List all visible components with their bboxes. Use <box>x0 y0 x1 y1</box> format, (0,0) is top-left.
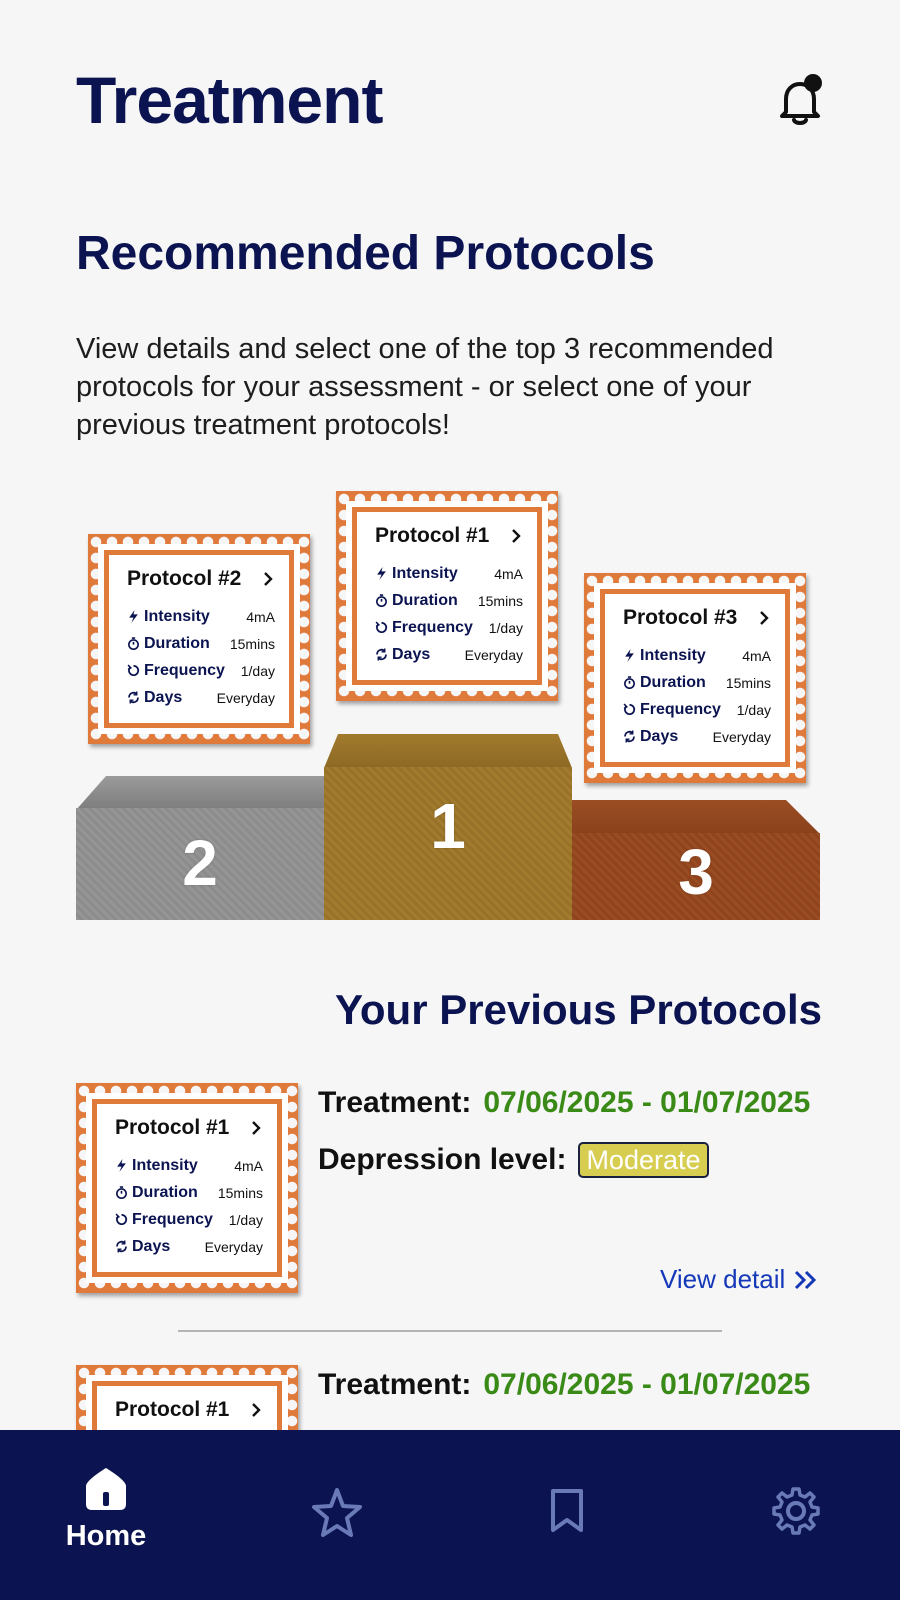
nav-bookmarks[interactable] <box>492 1430 642 1600</box>
days-label: Days <box>392 645 431 663</box>
days-value: Everyday <box>216 689 275 706</box>
frequency-value: 1/day <box>488 619 523 636</box>
chevron-right-icon <box>757 611 771 625</box>
timer-icon <box>127 637 140 650</box>
nav-home[interactable] <box>31 1430 181 1600</box>
protocol-title: Protocol #3 <box>623 606 738 629</box>
timer-icon <box>375 594 388 607</box>
gear-icon <box>771 1486 821 1536</box>
nav-favorites[interactable] <box>262 1430 412 1600</box>
cycle-icon <box>127 691 140 704</box>
protocol-card-2[interactable] <box>88 534 310 744</box>
treatment-label: Treatment: <box>318 1368 472 1401</box>
podium-second <box>76 808 324 920</box>
treatment-dates: 07/06/2025 - 01/07/2025 <box>483 1086 811 1119</box>
chevron-right-icon <box>249 1121 263 1135</box>
bottom-nav <box>0 1430 900 1600</box>
frequency-value: 1/day <box>736 701 771 718</box>
podium-first <box>324 767 572 920</box>
intensity-value: 4mA <box>246 608 275 625</box>
home-icon <box>82 1466 130 1512</box>
depression-line <box>318 1142 709 1178</box>
intensity-label: Intensity <box>132 1156 198 1174</box>
cycle-icon <box>375 648 388 661</box>
treatment-line <box>318 1368 810 1402</box>
duration-label: Duration <box>144 634 210 652</box>
duration-value: 15mins <box>725 674 771 691</box>
repeat-icon <box>375 621 388 634</box>
divider <box>178 1330 722 1332</box>
duration-label: Duration <box>392 591 458 609</box>
recommended-title: Recommended Protocols <box>76 227 655 280</box>
podium-third <box>572 833 820 920</box>
nav-home-label: Home <box>65 1520 147 1552</box>
treatment-label: Treatment: <box>318 1086 472 1119</box>
podium-rank-3: 3 <box>678 836 714 908</box>
protocol-card-3[interactable] <box>584 573 806 783</box>
previous-protocol-card[interactable] <box>76 1083 298 1293</box>
timer-icon <box>623 676 636 689</box>
podium-second-top <box>76 776 324 810</box>
duration-label: Duration <box>132 1183 198 1201</box>
bolt-icon <box>375 567 388 580</box>
bookmark-icon <box>547 1488 587 1534</box>
depression-badge: Moderate <box>578 1142 708 1178</box>
protocol-title: Protocol #1 <box>115 1116 230 1139</box>
double-chevron-right-icon <box>793 1269 819 1291</box>
page-title: Treatment <box>76 63 383 137</box>
depression-label: Depression level: <box>318 1143 567 1176</box>
recommended-intro: View details and select one of the top 3 recommended protocols for your assessment - or select one of your previous treatment protocols! <box>76 333 774 441</box>
days-value: Everyday <box>712 728 771 745</box>
frequency-label: Frequency <box>640 700 721 718</box>
previous-protocol-card[interactable] <box>76 1365 298 1435</box>
chevron-right-icon <box>509 529 523 543</box>
protocol-title: Protocol #1 <box>375 524 490 547</box>
star-icon <box>310 1486 364 1540</box>
cycle-icon <box>115 1240 128 1253</box>
duration-value: 15mins <box>217 1184 263 1201</box>
protocol-title: Protocol #2 <box>127 567 242 590</box>
intensity-value: 4mA <box>742 647 771 664</box>
podium-third-top <box>572 800 820 834</box>
days-value: Everyday <box>204 1238 263 1255</box>
days-label: Days <box>640 727 679 745</box>
bolt-icon <box>115 1159 128 1172</box>
podium-first-top <box>324 734 572 768</box>
view-detail-label: View detail <box>660 1264 786 1294</box>
repeat-icon <box>623 703 636 716</box>
intensity-value: 4mA <box>234 1157 263 1174</box>
protocol-title: Protocol #1 <box>115 1398 230 1421</box>
chevron-right-icon <box>261 572 275 586</box>
treatment-dates: 07/06/2025 - 01/07/2025 <box>483 1368 811 1401</box>
days-label: Days <box>132 1237 171 1255</box>
intensity-value: 4mA <box>494 565 523 582</box>
cycle-icon <box>623 730 636 743</box>
protocol-card-1[interactable] <box>336 491 558 701</box>
treatment-line <box>318 1086 810 1120</box>
frequency-value: 1/day <box>240 662 275 679</box>
intensity-label: Intensity <box>640 646 706 664</box>
duration-value: 15mins <box>229 635 275 652</box>
intensity-label: Intensity <box>392 564 458 582</box>
days-label: Days <box>144 688 183 706</box>
bolt-icon <box>623 649 636 662</box>
frequency-label: Frequency <box>132 1210 213 1228</box>
bolt-icon <box>127 610 140 623</box>
chevron-right-icon <box>249 1403 263 1417</box>
frequency-value: 1/day <box>228 1211 263 1228</box>
timer-icon <box>115 1186 128 1199</box>
days-value: Everyday <box>464 646 523 663</box>
duration-label: Duration <box>640 673 706 691</box>
repeat-icon <box>115 1213 128 1226</box>
intensity-label: Intensity <box>144 607 210 625</box>
view-detail-link[interactable] <box>660 1264 819 1295</box>
bell-notification-icon[interactable] <box>772 72 828 128</box>
podium-rank-1: 1 <box>430 790 466 862</box>
repeat-icon <box>127 664 140 677</box>
podium-rank-2: 2 <box>182 827 218 899</box>
frequency-label: Frequency <box>144 661 225 679</box>
nav-settings[interactable] <box>721 1430 871 1600</box>
frequency-label: Frequency <box>392 618 473 636</box>
duration-value: 15mins <box>477 592 523 609</box>
previous-protocols-title: Your Previous Protocols <box>335 986 822 1033</box>
